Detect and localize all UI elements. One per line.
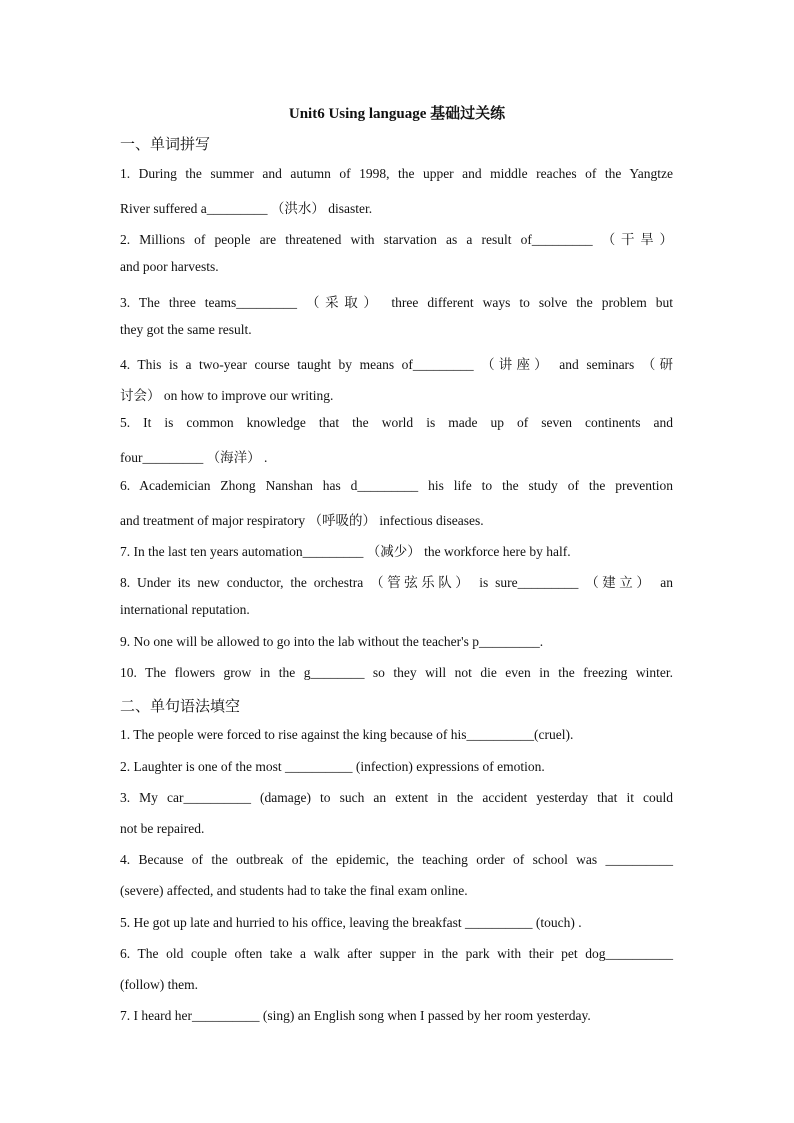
section-heading-grammar: 二、单句语法填空 — [120, 697, 241, 715]
question-line: 1. The people were forced to rise against the king because of his__________(cruel). — [120, 727, 574, 742]
question-line: international reputation. — [120, 602, 250, 617]
question-line: not be repaired. — [120, 821, 205, 836]
question-line: River suffered a_________ （洪水） disaster. — [120, 201, 373, 216]
question-line: 1. During the summer and autumn of 1998, the upper and middle reaches of the Yangtze — [120, 166, 673, 181]
question-line: (severe) affected, and students had to take the final exam online. — [120, 883, 468, 898]
question-line: 4. Because of the outbreak of the epidemic, the teaching order of school was __________ — [120, 852, 673, 867]
question-line: 2. Laughter is one of the most __________ (infection) expressions of emotion. — [120, 759, 545, 774]
question-line: and treatment of major respiratory （呼吸的） infectious diseases. — [120, 513, 484, 528]
question-line: 3. My car__________ (damage) to such an extent in the accident yesterday that it could — [120, 790, 673, 805]
page-title: Unit6 Using language 基础过关练 — [288, 106, 506, 122]
question-line: 7. I heard her__________ (sing) an English song when I passed by her room yesterday. — [120, 1008, 591, 1023]
question-line: 10. The flowers grow in the g________ so they will not die even in the freezing winter. — [120, 665, 673, 680]
question-line: (follow) them. — [120, 977, 198, 992]
question-line: 6. Academician Zhong Nanshan has d_________ his life to the study of the prevention — [120, 478, 673, 493]
question-line: 7. In the last ten years automation_________ （减少） the workforce here by half. — [120, 544, 571, 559]
question-line: four_________ （海洋） . — [120, 450, 268, 465]
question-line: 6. The old couple often take a walk after supper in the park with their pet dog__________ — [120, 946, 673, 961]
question-line: 9. No one will be allowed to go into the lab without the teacher's p_________. — [120, 634, 544, 649]
question-line: 5. It is common knowledge that the world is made up of seven continents and — [120, 415, 673, 430]
question-line: 8. Under its new conductor, the orchestra （管弦乐队） is sure_________ （建立） an — [120, 575, 673, 590]
question-line: 3. The three teams_________ （采取） three different ways to solve the problem but — [120, 295, 673, 310]
question-line: 4. This is a two-year course taught by means of_________ （讲座） and seminars （研 — [120, 357, 673, 372]
question-line: 5. He got up late and hurried to his office, leaving the breakfast __________ (touch) . — [120, 915, 582, 930]
question-line: they got the same result. — [120, 322, 252, 337]
question-line: 讨会） on how to improve our writing. — [120, 388, 334, 403]
question-line: and poor harvests. — [120, 259, 219, 274]
question-line: 2. Millions of people are threatened with starvation as a result of_________ （干旱） — [120, 232, 673, 247]
section-heading-spelling: 一、单词拼写 — [120, 135, 211, 153]
